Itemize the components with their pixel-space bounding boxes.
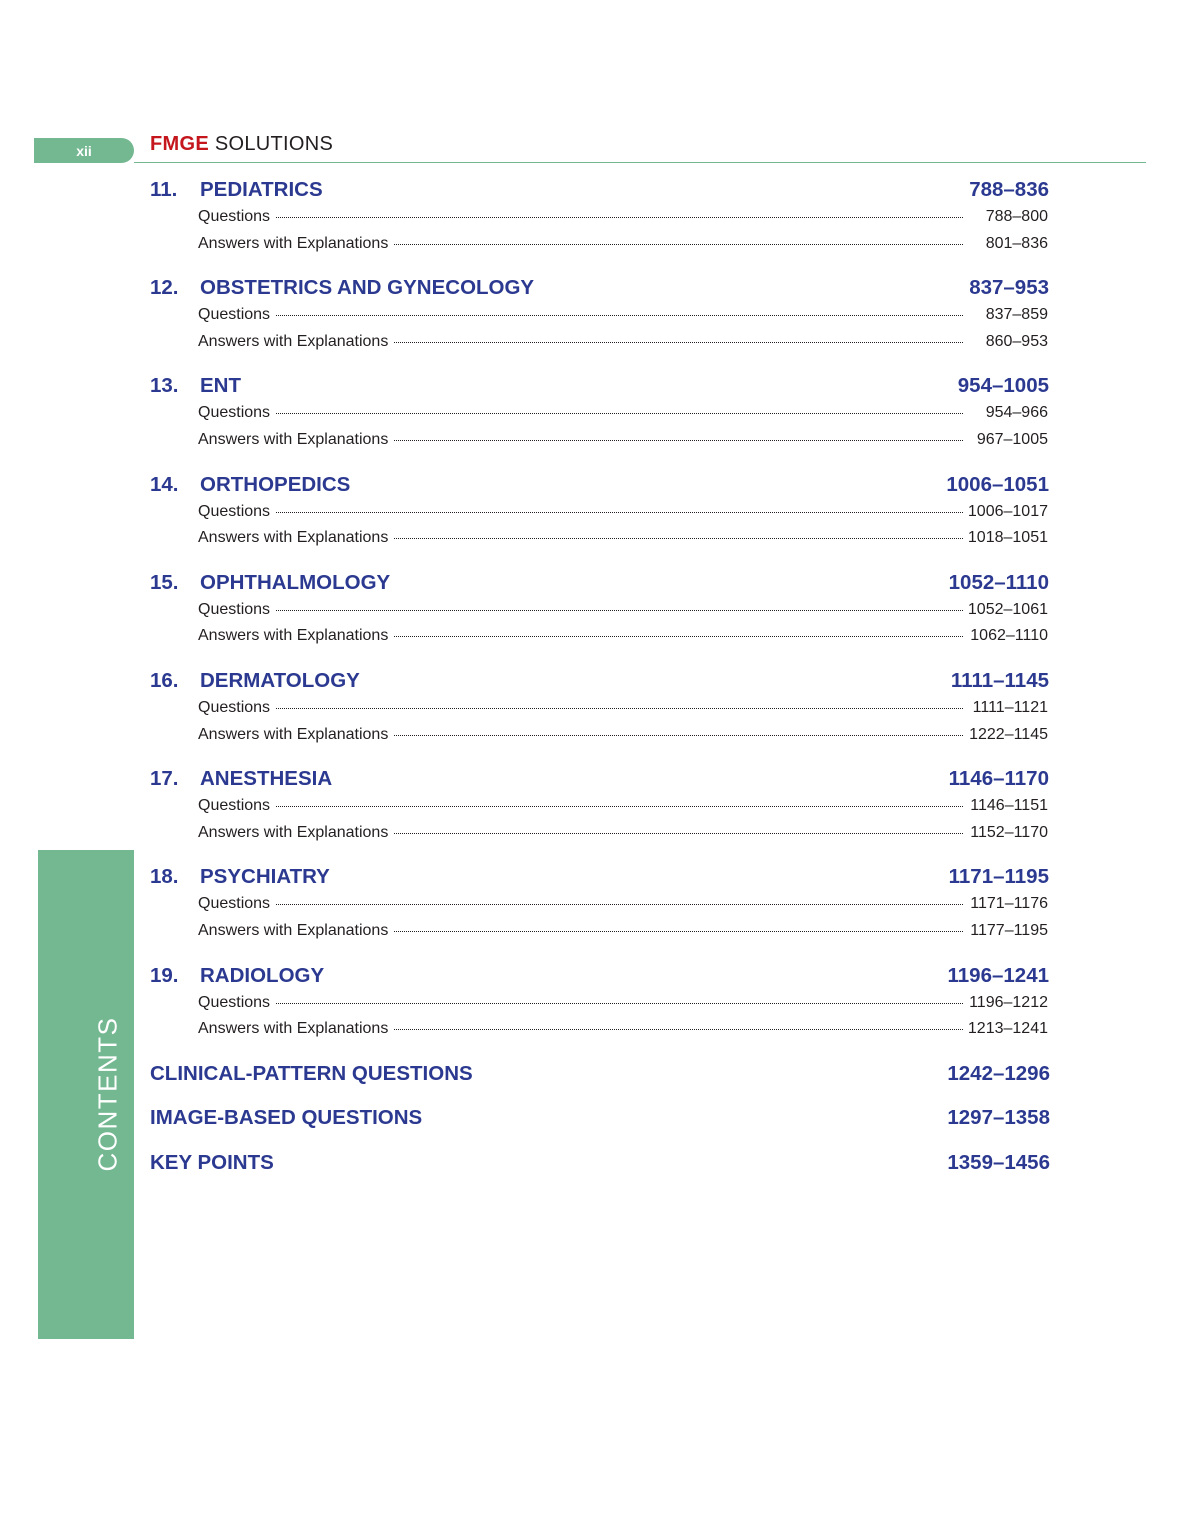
dot-leader [276,904,963,905]
entry-pages: 801–836 [985,234,1048,252]
chapter-title-group [150,964,324,988]
header-rule [134,162,1146,163]
extra-section-title: CLINICAL-PATTERN QUESTIONS [150,1061,473,1085]
toc-entry [198,994,1048,1021]
toc-entry [198,503,1048,530]
side-label: CONTENTS [92,1016,123,1172]
entry-label: Questions [198,895,271,913]
chapter-entry [150,473,1050,571]
entry-label: Questions [198,993,271,1011]
entry-pages: 1213–1241 [967,1020,1048,1038]
entry-pages: 1152–1170 [970,823,1048,841]
entry-label: Questions [198,698,271,716]
entry-pages: 1052–1061 [967,600,1048,618]
chapter-number: 12. [150,276,179,300]
toc-entry [198,726,1048,753]
entry-label: Questions [198,502,271,520]
chapter-number: 13. [150,374,179,398]
page-number: xii [76,142,92,159]
chapter-heading [150,964,1050,994]
dot-leader [394,538,963,539]
toc-entry [198,895,1048,922]
chapter-title: ANESTHESIA [200,767,333,791]
chapter-entry [150,669,1050,767]
entry-pages: 1111–1121 [972,698,1048,716]
entry-pages: 1196–1212 [969,993,1048,1011]
toc-entry [198,797,1048,824]
header-title-rest: SOLUTIONS [214,133,334,155]
chapter-title: DERMATOLOGY [200,668,360,692]
chapter-title: OBSTETRICS AND GYNECOLOGY [200,276,535,300]
chapter-title-group [150,865,330,889]
entry-pages: 1222–1145 [969,725,1048,743]
entry-label: Answers with Explanations [198,529,389,547]
entry-label: Questions [198,797,271,815]
toc-entry [198,306,1048,333]
table-of-contents [150,178,1050,1195]
chapter-page-range: 1052–1110 [948,570,1049,594]
chapter-page-range: 954–1005 [957,374,1049,398]
extra-section-range: 1297–1358 [947,1106,1050,1130]
extra-section [150,1151,1050,1196]
toc-entry [198,529,1048,556]
dot-leader [394,440,963,441]
chapter-number: 11. [150,178,178,201]
chapter-title: OPHTHALMOLOGY [200,570,391,594]
chapter-page-range: 1171–1195 [948,865,1049,889]
toc-entry [198,601,1048,628]
entry-label: Questions [198,600,271,618]
entry-pages: 1006–1017 [967,502,1048,520]
dot-leader [394,342,963,343]
entry-pages: 1018–1051 [967,529,1048,547]
chapter-heading [150,276,1050,306]
entry-label: Answers with Explanations [198,332,389,350]
extra-section-range: 1359–1456 [947,1150,1050,1174]
toc-entry [198,208,1048,235]
toc-entry [198,333,1048,360]
chapter-title-group [150,767,332,791]
chapter-number: 17. [150,767,179,791]
chapter-heading [150,865,1050,895]
chapter-title-group [150,669,360,693]
toc-entry [198,922,1048,949]
entry-label: Answers with Explanations [198,1020,389,1038]
extra-section-range: 1242–1296 [947,1061,1050,1085]
dot-leader [394,244,963,245]
chapter-title: RADIOLOGY [200,963,325,987]
chapter-number: 15. [150,570,179,594]
dot-leader [394,636,963,637]
chapter-number: 18. [150,865,179,889]
entry-pages: 1062–1110 [970,627,1048,645]
chapter-heading [150,374,1050,404]
chapter-heading [150,473,1050,503]
chapter-entry [150,571,1050,669]
chapter-entry [150,964,1050,1062]
chapter-heading [150,767,1050,797]
chapter-title-group [150,178,323,202]
chapter-title-group [150,473,350,497]
entry-pages: 860–953 [985,332,1048,350]
dot-leader [276,806,963,807]
chapter-entry [150,276,1050,374]
page-number-tab [34,138,134,163]
chapter-title-group [150,571,390,595]
running-header [150,133,333,156]
extra-section-title: KEY POINTS [150,1150,274,1174]
chapter-heading [150,178,1050,208]
chapter-number: 19. [150,963,179,987]
toc-entry [198,824,1048,851]
chapter-page-range: 1006–1051 [946,472,1049,496]
dot-leader [276,413,963,414]
entry-label: Questions [198,208,271,225]
entry-pages: 788–800 [985,208,1048,225]
extra-section [150,1062,1050,1107]
entry-label: Questions [198,404,271,422]
chapter-page-range: 1111–1145 [950,668,1049,692]
toc-entry [198,627,1048,654]
entry-pages: 837–859 [985,306,1048,324]
chapter-page-range: 837–953 [969,276,1049,300]
chapter-list [150,178,1050,1062]
entry-label: Answers with Explanations [198,725,389,743]
entry-label: Answers with Explanations [198,430,389,448]
entry-pages: 1177–1195 [970,921,1048,939]
entry-pages: 1171–1176 [970,895,1048,913]
entry-label: Questions [198,306,271,324]
entry-label: Answers with Explanations [198,921,389,939]
toc-entry [198,404,1048,431]
extra-section [150,1106,1050,1151]
chapter-title-group [150,374,241,398]
chapter-entry [150,865,1050,963]
entry-pages: 967–1005 [976,430,1048,448]
chapter-entry [150,178,1050,276]
dot-leader [394,735,963,736]
chapter-title: ENT [200,374,241,398]
chapter-page-range: 788–836 [969,178,1049,201]
chapter-number: 16. [150,668,179,692]
chapter-heading [150,669,1050,699]
chapter-page-range: 1196–1241 [947,963,1049,987]
toc-entry [198,699,1048,726]
chapter-title: PSYCHIATRY [200,865,330,889]
dot-leader [276,1003,963,1004]
entry-label: Answers with Explanations [198,234,389,252]
dot-leader [276,610,963,611]
extra-section-title: IMAGE-BASED QUESTIONS [150,1106,423,1130]
dot-leader [276,315,963,316]
dot-leader [276,512,963,513]
chapter-heading [150,571,1050,601]
chapter-entry [150,374,1050,472]
toc-entry [198,235,1048,262]
dot-leader [276,708,963,709]
entry-pages: 1146–1151 [970,797,1048,815]
chapter-title: PEDIATRICS [200,178,323,201]
chapter-entry [150,767,1050,865]
chapter-number: 14. [150,472,179,496]
entry-label: Answers with Explanations [198,823,389,841]
entry-label: Answers with Explanations [198,627,389,645]
chapter-page-range: 1146–1170 [948,767,1049,791]
dot-leader [394,931,963,932]
dot-leader [394,1029,963,1030]
chapter-title-group [150,276,534,300]
extra-section-list [150,1062,1050,1196]
toc-entry [198,1020,1048,1047]
toc-entry [198,431,1048,458]
chapter-title: ORTHOPEDICS [200,472,351,496]
dot-leader [276,217,963,218]
entry-pages: 954–966 [985,404,1048,422]
header-brand: FMGE [150,133,209,155]
dot-leader [394,833,963,834]
